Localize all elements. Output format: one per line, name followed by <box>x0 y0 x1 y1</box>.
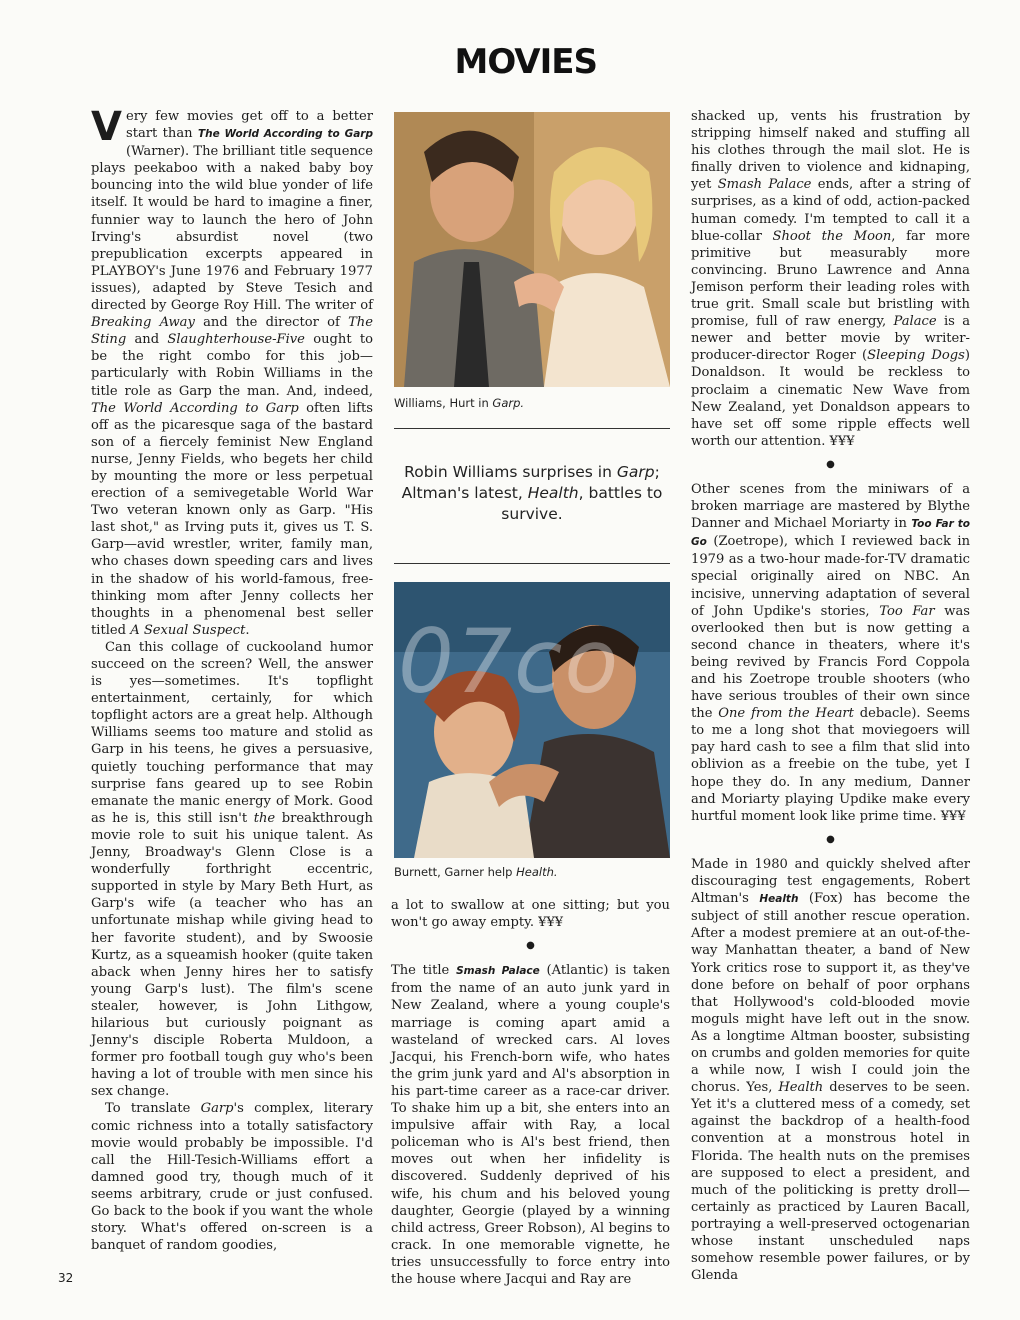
film-title: Too Far to Go <box>691 518 970 549</box>
section-bullet: ● <box>826 833 835 845</box>
section-bullet: ● <box>526 940 535 952</box>
film-still-garp <box>394 112 670 387</box>
film-title: Health <box>759 893 799 906</box>
paragraph: a lot to swallow at one sitting; but you won't go away empty. ¥¥¥ <box>391 898 670 931</box>
article-column-2 <box>391 897 670 1288</box>
film-title: The World According to Garp <box>197 128 373 141</box>
paragraph: To translate Garp's complex, literary comic richness into a totally satisfactory movie would probably be impossible. I'd call the Hill-Tesich-Williams effort a damned good try, though much of it seems arbitrary, crude or just confused. Go back to the book if you want the whole story. What's offered on-screen is a banquet of random goodies, <box>91 1101 373 1254</box>
article-column-1 <box>91 104 374 1254</box>
photo-caption: Burnett, Garner help Health. <box>394 865 558 879</box>
paragraph: Other scenes from the miniwars of a broken marriage are mastered by Blythe Danner and Michael Moriarty in Too Far to Go (Zoetrope), which I reviewed back in 1979 as a two-hour made-for-TV dramatic special originally aired on NBC. An incisive, unnerving adaptation of several of John Updike's stories, Too Far was overlooked then but is now getting a second chance in theaters, where it's being revived by Francis Ford Coppola and his Zoetrope trouble shooters (who have serious troubles of their own since the One from the Heart debacle). Seems to me a long shot that moviegoers will pay hard cash to see a film that slid into oblivion as a freebie on the tube, yet I hope they do. In any medium, Danner and Moriarty playing Updike make every hurtful moment look like prime time. ¥¥¥ <box>691 481 970 824</box>
paragraph: Made in 1980 and quickly shelved after discouraging test engagements, Robert Altman's Health (Fox) has become the subject of still another rescue operation. After a modest premiere at an out-of-the-way Manhattan theater, a band of New York critics rose to support it, as they've done before on behalf of poor orphans that Hollywood's cold-blooded movie moguls might have left out in the snow. As a longtime Altman booster, subsisting on crumbs and golden memories for quite a while now, I wish I could join the chorus. Yes, Health deserves to be seen. Yet it's a cluttered mess of a comedy, set against the backdrop of a health-food convention at a monstrous hotel in Florida. The health nuts on the premises are supposed to elect a president, and much of the politicking is pretty droll—certainly as practiced by Lauren Bacall, portraying a well-preserved octogenarian whose instant unscheduled naps somehow resemble power failures, or by Glenda <box>691 856 971 1284</box>
article-column-3 <box>691 108 970 1284</box>
film-title: Smash Palace <box>456 965 540 978</box>
paragraph: The title Smash Palace (Atlantic) is taken from the name of an auto junk yard in New Zealand, where a young couple's marriage is coming apart amid a wasteland of wrecked cars. Al loves Jacqui, his French-born wife, who hates the grim junk yard and Al's absorption in his part-time career as a race-car driver. To shake him up a bit, she enters into an impulsive affair with Ray, a local policeman who is Al's best friend, then moves out when her infidelity is discovered. Suddenly deprived of his wife, his chum and his beloved young daughter, Georgie (played by a winning child actress, Greer Robson), Al begins to crack. In one memorable vignette, he tries unsuccessfully to force entry into the house where Jacqui and Ray are <box>391 963 671 1287</box>
section-bullet: ● <box>826 458 835 470</box>
page-number: 32 <box>58 1271 74 1285</box>
paragraph: shacked up, vents his frustration by stripping himself naked and stuffing all his clothes through the mail slot. He is finally driven to violence and kidnaping, yet Smash Palace ends, after a string of surprises, as a kind of odd, action-packed human comedy. I'm tempted to call it a blue-collar Shoot the Moon, far more primitive but measurably more convincing. Bruno Lawrence and Anna Jemison perform their leading roles with true grit. Small scale but bristling with promise, full of raw energy, Palace is a newer and better movie by writer-producer-director Roger (Sleeping Dogs) Donaldson. It would be reckless to proclaim a cinematic New Wave from New Zealand, yet Donaldson appears to have set off some ripple effects well worth our attention. ¥¥¥ <box>691 109 971 449</box>
drop-cap: V <box>91 104 122 150</box>
divider <box>394 563 670 564</box>
paragraph: Very few movies get off to a better start than The World According to Garp (Warner). The brilliant title sequence plays peekaboo with a naked baby boy bouncing into the wild blue yonder of life itself. It would be hard to imagine a finer, funnier way to launch the hero of John Irving's absurdist novel (two prepublication excerpts appeared in PLAYBOY's June 1976 and February 1977 issues), adapted by Steve Tesich and directed by George Roy Hill. The writer of Breaking Away and the director of The Sting and Slaughterhouse-Five ought to be the right combo for this job—particularly with Robin Williams in the title role as Garp the man. And, indeed, The World According to Garp often lifts off as the picaresque saga of the bastard son of a fiercely feminist New England nurse, Jenny Fields, who begets her child by mounting the more or less perpetual erection of a semivegetable World War Two veteran known only as Garp. "His last shot," as Irving puts it, gives us T. S. Garp—avid wrestler, writer, family man, who chases down speeding cars and lives in the shadow of his world-famous, free-thinking mom after Jenny collects her thoughts in a phenomenal best seller titled A Sexual Suspect. <box>91 104 374 638</box>
watermark: 07co <box>398 610 621 713</box>
divider <box>394 428 670 429</box>
section-title: MOVIES <box>454 42 597 82</box>
pull-quote: Robin Williams surprises in Garp; Altman's latest, Health, battles to survive. <box>401 463 663 523</box>
photo-caption: Williams, Hurt in Garp. <box>394 396 525 410</box>
paragraph: Can this collage of cuckooland humor succeed on the screen? Well, the answer is yes—sometimes. It's topflight entertainment, certainly, for which topflight actors are a great help. Although Williams seems too mature and stolid as Garp in his teens, he gives a persuasive, quietly touching performance that may surprise fans geared up to see Robin emanate the manic energy of Mork. Good as he is, this still isn't the breakthrough movie role to suit his unique talent. As Jenny, Broadway's Glenn Close is a wonderfully forthright eccentric, supported in style by Mary Beth Hurt, as Garp's wife (a teacher who has an unfortunate mishap while giving head to her favorite student), and by Swoosie Kurtz, as a squeamish hooker (quite taken aback when Jenny hires her to satisfy young Garp's lust). The film's scene stealer, however, is John Lithgow, hilarious but curiously poignant as Jenny's disciple Roberta Muldoon, a former pro football tough guy who's been having a lot of trouble with men since his sex change. <box>91 639 373 1100</box>
